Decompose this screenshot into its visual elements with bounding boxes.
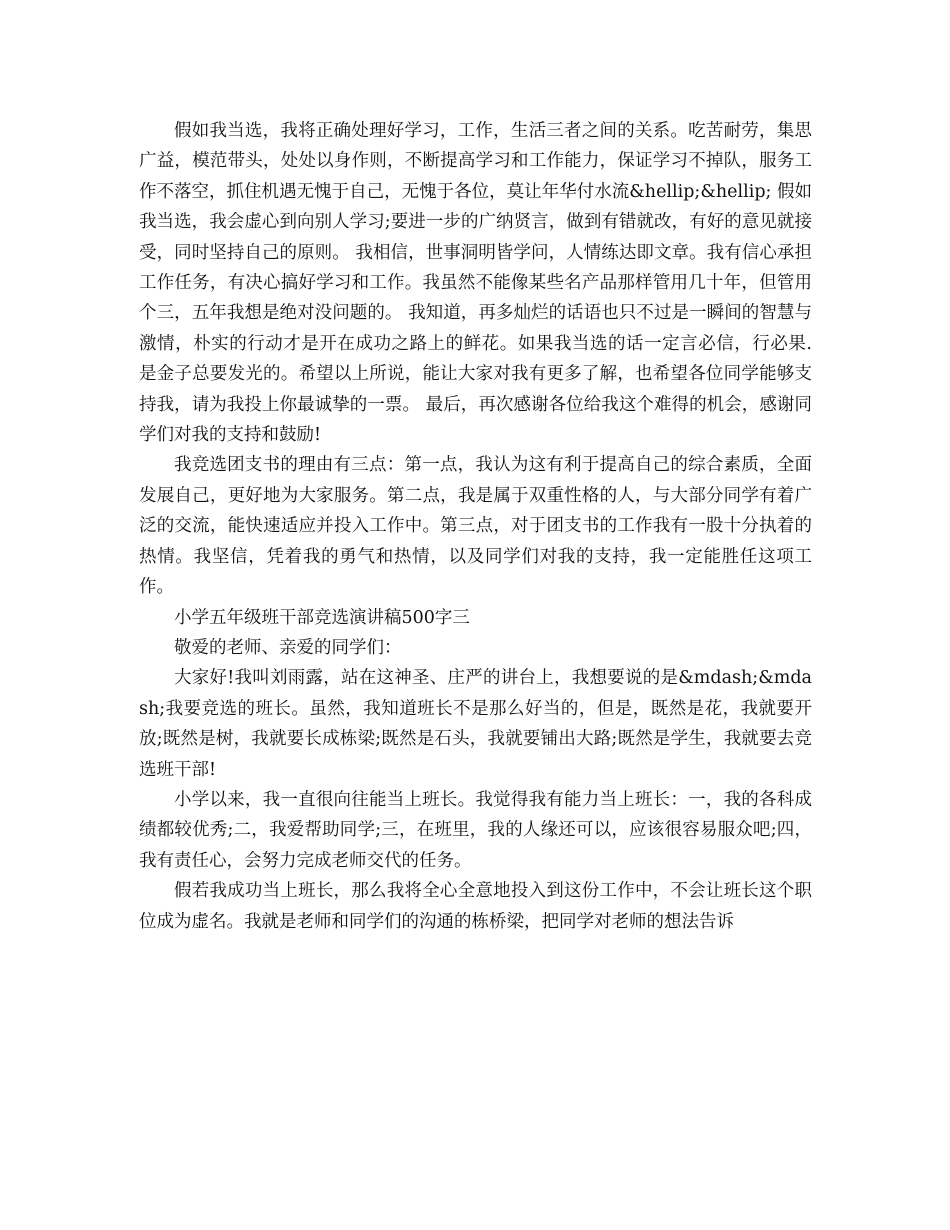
document-page [139, 116, 812, 937]
paragraph-candidate-pledge: 假如我当选，我将正确处理好学习，工作，生活三者之间的关系。吃苦耐劳，集思广益，模范带头，处处以身作则，不断提高学习和工作能力，保证学习不掉队，服务工作不落空，抓住机遇无愧于自己，无愧于各位，莫让年华付水流&hellip;&hellip; 假如我当选，我会虚心到向别人学习;要进一步的广纳贤言，做到有错就改，有好的意见就接受，同时坚持自己的原则。 我相信，世事洞明皆学问，人情练达即文章。我有信心承担工作任务，有决心搞好学习和工作。我虽然不能像某些名产品那样管用几十年，但管用个三，五年我想是绝对没问题的。 我知道，再多灿烂的话语也只不过是一瞬间的智慧与激情，朴实的行动才是开在成功之路上的鲜花。如果我当选的话一定言必信，行必果. 是金子总要发光的。希望以上所说，能让大家对我有更多了解，也希望各位同学能够支持我，请为我投上你最诚挚的一票。 最后，再次感谢各位给我这个难得的机会，感谢同学们对我的支持和鼓励! [139, 121, 812, 446]
paragraph-introduction: 大家好!我叫刘雨露，站在这神圣、庄严的讲台上，我想要说的是&mdash;&mdash;我要竞选的班长。虽然，我知道班长不是那么好当的，但是，既然是花，我就要开放;既然是树，我就要长成栋梁;既然是石头，我就要铺出大路;既然是学生，我就要去竞选班干部! [139, 668, 812, 780]
paragraph-qualifications: 小学以来，我一直很向往能当上班长。我觉得我有能力当上班长：一，我的各科成绩都较优秀;二，我爱帮助同学;三，在班里，我的人缘还可以，应该很容易服众吧;四，我有责任心，会努力完成老师交代的任务。 [139, 789, 812, 871]
paragraph-plans: 假若我成功当上班长，那么我将全心全意地投入到这份工作中，不会让班长这个职位成为虚名。我就是老师和同学们的沟通的栋桥梁，把同学对老师的想法告诉 [139, 881, 812, 932]
paragraph-league-secretary-reasons: 我竞选团支书的理由有三点：第一点，我认为这有利于提高自己的综合素质，全面发展自己，更好地为大家服务。第二点，我是属于双重性格的人，与大部分同学有着广泛的交流，能快速适应并投入工作中。第三点，对于团支书的工作我有一股十分执着的热情。我坚信，凭着我的勇气和热情，以及同学们对我的支持，我一定能胜任这项工作。 [139, 455, 812, 598]
salutation: 敬爱的老师、亲爱的同学们： [174, 637, 402, 658]
section-heading: 小学五年级班干部竞选演讲稿500字三 [174, 607, 470, 628]
